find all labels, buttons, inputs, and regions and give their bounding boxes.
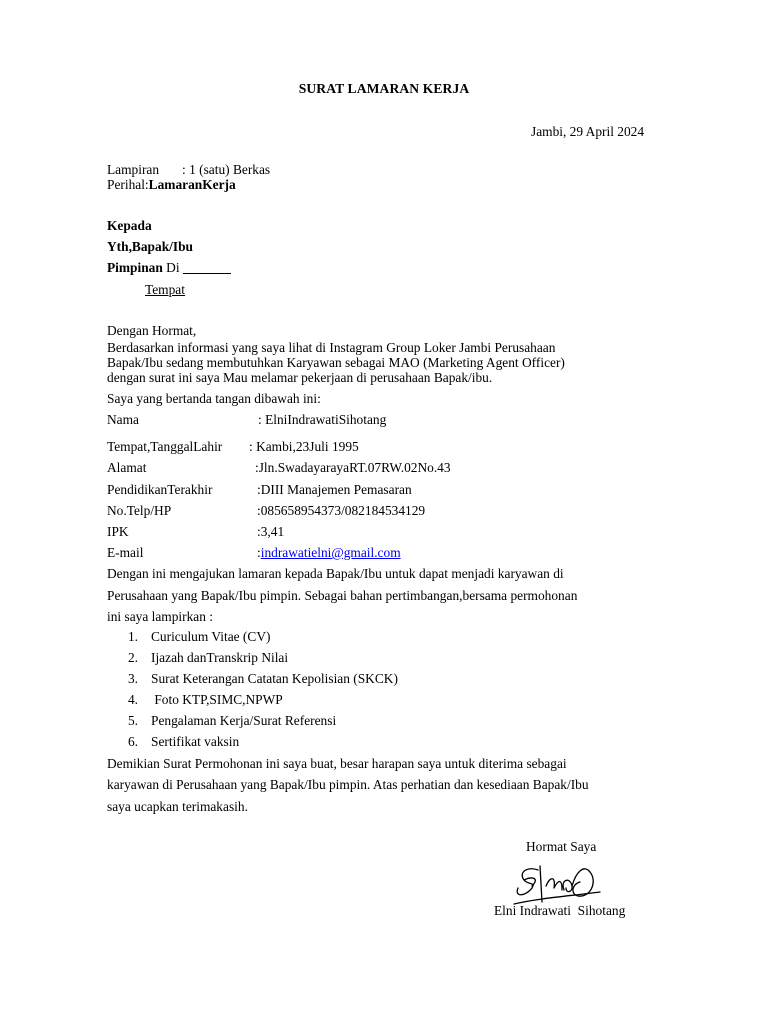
signoff: Hormat Saya: [526, 839, 597, 854]
recipient-title: Yth,Bapak/Ibu: [107, 239, 193, 254]
list-item: Foto KTP,SIMC,NPWP: [151, 692, 283, 707]
application-line: ini saya lampirkan :: [107, 609, 213, 624]
detail-value-education: :DIII Manajemen Pemasaran: [257, 482, 412, 497]
email-link[interactable]: indrawatielni@gmail.com: [260, 545, 401, 560]
detail-label-gpa: IPK: [107, 524, 129, 539]
list-number: 6.: [127, 734, 138, 749]
list-item: Ijazah danTranskrip Nilai: [151, 650, 289, 665]
detail-value-phone: :085658954373/082184534129: [257, 503, 426, 518]
recipient-pimpinan: [107, 260, 231, 276]
email-colon: :: [257, 545, 261, 560]
closing-line: Demikian Surat Permohonan ini saya buat, besar harapan saya untuk diterima sebagai: [107, 756, 567, 771]
list-item: Surat Keterangan Catatan Kepolisian (SKCK): [151, 671, 398, 686]
intro-line: Bapak/Ibu sedang membutuhkan Karyawan sebagai MAO (Marketing Agent Officer): [107, 355, 565, 370]
attachment-value: : 1 (satu) Berkas: [182, 162, 271, 177]
recipient-pimpinan-bold: Pimpinan: [107, 260, 163, 275]
detail-value-address: :Jln.SwadayarayaRT.07RW.02No.43: [255, 460, 451, 475]
list-number: 5.: [127, 713, 138, 728]
detail-label-address: Alamat: [107, 460, 147, 475]
detail-label-email: E-mail: [107, 545, 144, 560]
application-line: Perusahaan yang Bapak/Ibu pimpin. Sebagai bahan pertimbangan,bersama permohonan: [107, 588, 578, 603]
recipient-tempat: Tempat: [145, 282, 185, 297]
subject-line: [107, 177, 236, 193]
recipient-kepada: Kepada: [107, 218, 152, 233]
list-number: 4.: [127, 692, 138, 707]
list-item: Pengalaman Kerja/Surat Referensi: [151, 713, 337, 728]
application-line: Dengan ini mengajukan lamaran kepada Bapak/Ibu untuk dapat menjadi karyawan di: [107, 566, 564, 581]
closing-line: karyawan di Perusahaan yang Bapak/Ibu pimpin. Atas perhatian dan kesediaan Bapak/Ibu: [107, 777, 589, 792]
detail-label-birth: Tempat,TanggalLahir: [107, 439, 223, 454]
signer-name: Elni Indrawati Sihotang: [494, 903, 626, 918]
detail-label-education: PendidikanTerakhir: [107, 482, 213, 497]
blank-line: [183, 261, 231, 274]
list-number: 1.: [127, 629, 138, 644]
list-item: Curiculum Vitae (CV): [151, 629, 271, 644]
list-item: Sertifikat vaksin: [151, 734, 240, 749]
subject-value: LamaranKerja: [148, 177, 236, 192]
letter-title: SURAT LAMARAN KERJA: [298, 81, 470, 96]
detail-value-gpa: :3,41: [257, 524, 285, 539]
detail-label-phone: No.Telp/HP: [107, 503, 172, 518]
list-number: 3.: [127, 671, 138, 686]
closing-line: saya ucapkan terimakasih.: [107, 799, 248, 814]
detail-value-name: : ElniIndrawatiSihotang: [258, 412, 387, 427]
place-date: Jambi, 29 April 2024: [531, 124, 645, 139]
list-number: 2.: [127, 650, 138, 665]
detail-value-birth: : Kambi,23Juli 1995: [249, 439, 359, 454]
detail-value-email: [257, 545, 401, 561]
detail-label-name: Nama: [107, 412, 139, 427]
intro-line: Berdasarkan informasi yang saya lihat di Instagram Group Loker Jambi Perusahaan: [107, 340, 556, 355]
recipient-di: Di: [162, 260, 180, 275]
greeting: Dengan Hormat,: [107, 323, 197, 338]
undersigned-line: Saya yang bertanda tangan dibawah ini:: [107, 391, 321, 406]
intro-line: dengan surat ini saya Mau melamar pekerjaan di perusahaan Bapak/ibu.: [107, 370, 493, 385]
attachment-label: Lampiran: [107, 162, 160, 177]
subject-label: Perihal:: [107, 177, 149, 192]
